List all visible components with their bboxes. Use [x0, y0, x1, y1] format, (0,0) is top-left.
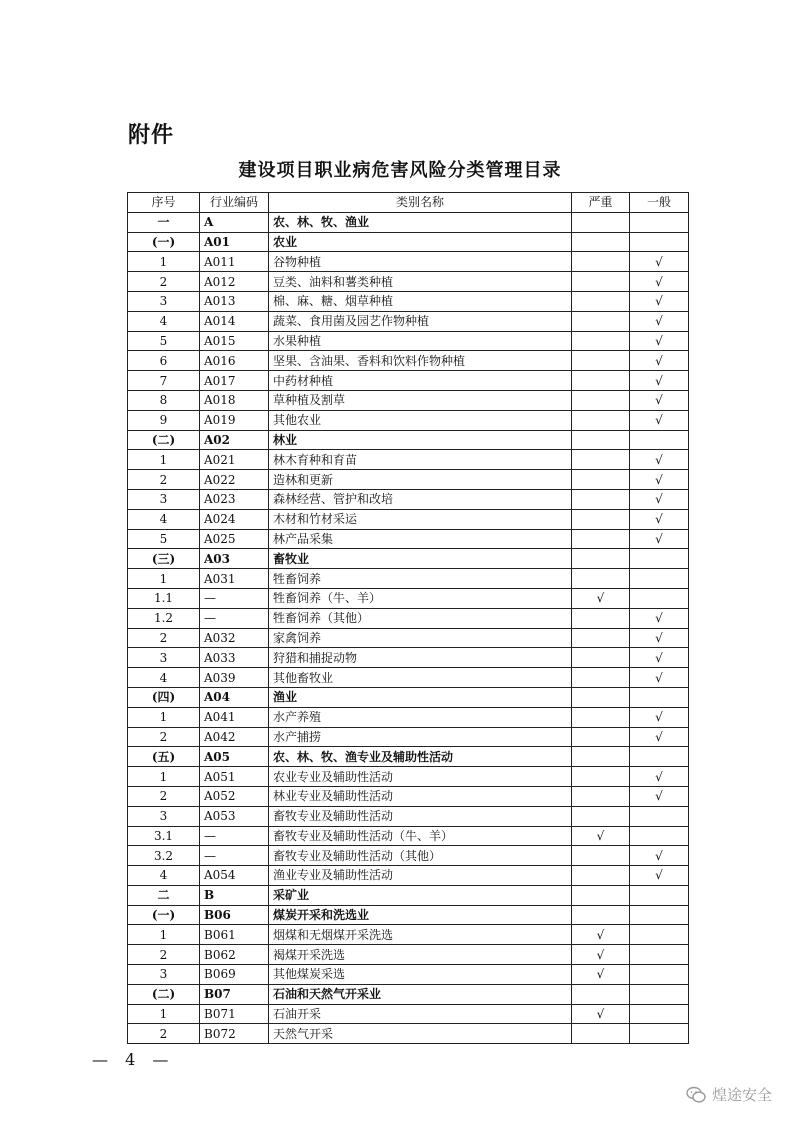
row-category-name: 褐煤开采洗选 [269, 945, 572, 965]
table-row [128, 826, 689, 846]
table-row [128, 786, 689, 806]
table-row [128, 569, 689, 589]
row-severe-mark [572, 786, 630, 806]
row-seq: 2 [128, 628, 200, 648]
row-category-name: 农、林、牧、渔业 [269, 212, 572, 232]
row-general-mark [630, 212, 689, 232]
row-seq: 1.1 [128, 588, 200, 608]
row-severe-mark [572, 984, 630, 1004]
row-category-name: 其他畜牧业 [269, 668, 572, 688]
row-category-name: 水产养殖 [269, 707, 572, 727]
table-row [128, 371, 689, 391]
row-industry-code: A01 [200, 232, 269, 252]
row-category-name: 林业专业及辅助性活动 [269, 786, 572, 806]
row-category-name: 谷物种植 [269, 252, 572, 272]
row-category-name: 林业 [269, 430, 572, 450]
row-seq: 3 [128, 965, 200, 985]
row-industry-code: A013 [200, 291, 269, 311]
row-category-name: 煤炭开采和洗选业 [269, 905, 572, 925]
row-category-name: 中药材种植 [269, 371, 572, 391]
table-row [128, 767, 689, 787]
row-industry-code: A032 [200, 628, 269, 648]
row-severe-mark [572, 529, 630, 549]
row-seq: (一) [128, 905, 200, 925]
row-industry-code: A024 [200, 509, 269, 529]
row-general-mark [630, 1004, 689, 1024]
row-industry-code: B072 [200, 1024, 269, 1044]
row-category-name: 畜牧业 [269, 549, 572, 569]
row-industry-code: A053 [200, 806, 269, 826]
row-severe-mark [572, 608, 630, 628]
table-row [128, 687, 689, 707]
row-severe-mark [572, 1024, 630, 1044]
row-category-name: 豆类、油料和薯类种植 [269, 272, 572, 292]
table-row [128, 866, 689, 886]
row-severe-mark [572, 430, 630, 450]
table-row [128, 549, 689, 569]
row-general-mark: √ [630, 786, 689, 806]
table-row [128, 212, 689, 232]
row-category-name: 其他农业 [269, 410, 572, 430]
row-seq: 5 [128, 331, 200, 351]
row-general-mark [630, 885, 689, 905]
row-seq: 4 [128, 668, 200, 688]
row-industry-code: — [200, 846, 269, 866]
row-seq: 1 [128, 252, 200, 272]
row-general-mark [630, 905, 689, 925]
table-header-row [128, 193, 689, 213]
row-general-mark [630, 569, 689, 589]
row-severe-mark [572, 489, 630, 509]
row-industry-code: A039 [200, 668, 269, 688]
row-industry-code: A011 [200, 252, 269, 272]
row-seq: 3 [128, 648, 200, 668]
row-industry-code: A023 [200, 489, 269, 509]
row-seq: 1 [128, 450, 200, 470]
row-severe-mark [572, 212, 630, 232]
row-general-mark: √ [630, 390, 689, 410]
row-general-mark: √ [630, 648, 689, 668]
row-industry-code: B07 [200, 984, 269, 1004]
row-severe-mark: √ [572, 1004, 630, 1024]
table-row [128, 509, 689, 529]
row-general-mark: √ [630, 351, 689, 371]
row-industry-code: B [200, 885, 269, 905]
row-seq: 4 [128, 311, 200, 331]
row-general-mark: √ [630, 470, 689, 490]
table-body [128, 212, 689, 1043]
row-severe-mark [572, 668, 630, 688]
table-row [128, 311, 689, 331]
row-seq: 3 [128, 489, 200, 509]
row-general-mark: √ [630, 846, 689, 866]
row-general-mark [630, 687, 689, 707]
table-row [128, 925, 689, 945]
row-general-mark [630, 945, 689, 965]
row-severe-mark [572, 232, 630, 252]
row-industry-code: A017 [200, 371, 269, 391]
row-general-mark: √ [630, 410, 689, 430]
wechat-icon [686, 1086, 706, 1104]
row-seq: 1 [128, 707, 200, 727]
row-category-name: 天然气开采 [269, 1024, 572, 1044]
row-industry-code: A018 [200, 390, 269, 410]
watermark [686, 1084, 772, 1105]
table-row [128, 668, 689, 688]
risk-classification-table [127, 192, 689, 1044]
row-seq: 2 [128, 470, 200, 490]
row-seq: 2 [128, 786, 200, 806]
row-industry-code: B061 [200, 925, 269, 945]
row-industry-code: A019 [200, 410, 269, 430]
row-severe-mark [572, 272, 630, 292]
table-row [128, 430, 689, 450]
row-category-name: 石油和天然气开采业 [269, 984, 572, 1004]
row-seq: (三) [128, 549, 200, 569]
table-row [128, 648, 689, 668]
row-general-mark: √ [630, 608, 689, 628]
row-seq: 7 [128, 371, 200, 391]
row-seq: 4 [128, 509, 200, 529]
table-row [128, 905, 689, 925]
row-general-mark [630, 430, 689, 450]
page-number: — 4 — [92, 1050, 175, 1069]
row-seq: 2 [128, 727, 200, 747]
row-severe-mark [572, 687, 630, 707]
row-severe-mark [572, 846, 630, 866]
header-general: 一般 [630, 193, 689, 213]
table-row [128, 351, 689, 371]
row-category-name: 坚果、含油果、香料和饮料作物种植 [269, 351, 572, 371]
row-general-mark [630, 925, 689, 945]
row-seq: 2 [128, 272, 200, 292]
table-row [128, 984, 689, 1004]
header-category-name: 类别名称 [269, 193, 572, 213]
row-seq: 2 [128, 1024, 200, 1044]
row-general-mark [630, 826, 689, 846]
row-severe-mark: √ [572, 588, 630, 608]
row-industry-code: — [200, 608, 269, 628]
row-severe-mark [572, 866, 630, 886]
row-category-name: 渔业 [269, 687, 572, 707]
row-category-name: 水果种植 [269, 331, 572, 351]
row-category-name: 造林和更新 [269, 470, 572, 490]
row-general-mark: √ [630, 628, 689, 648]
row-industry-code: A054 [200, 866, 269, 886]
row-industry-code: B069 [200, 965, 269, 985]
row-category-name: 农业 [269, 232, 572, 252]
row-industry-code: A05 [200, 747, 269, 767]
row-industry-code: A02 [200, 430, 269, 450]
row-seq: 4 [128, 866, 200, 886]
row-severe-mark [572, 905, 630, 925]
row-category-name: 畜牧专业及辅助性活动（牛、羊） [269, 826, 572, 846]
row-severe-mark [572, 628, 630, 648]
row-industry-code: — [200, 826, 269, 846]
table-row [128, 331, 689, 351]
row-severe-mark [572, 252, 630, 272]
row-industry-code: A03 [200, 549, 269, 569]
row-seq: 3 [128, 291, 200, 311]
table-row [128, 1004, 689, 1024]
row-category-name: 牲畜饲养 [269, 569, 572, 589]
row-general-mark: √ [630, 311, 689, 331]
row-category-name: 林产品采集 [269, 529, 572, 549]
row-industry-code: A021 [200, 450, 269, 470]
row-severe-mark [572, 311, 630, 331]
row-industry-code: A052 [200, 786, 269, 806]
row-seq: 二 [128, 885, 200, 905]
row-seq: (二) [128, 984, 200, 1004]
row-general-mark: √ [630, 767, 689, 787]
row-general-mark [630, 747, 689, 767]
row-severe-mark [572, 747, 630, 767]
table-row [128, 846, 689, 866]
row-seq: (二) [128, 430, 200, 450]
row-category-name: 蔬菜、食用菌及园艺作物种植 [269, 311, 572, 331]
row-category-name: 烟煤和无烟煤开采洗选 [269, 925, 572, 945]
row-general-mark: √ [630, 707, 689, 727]
row-category-name: 采矿业 [269, 885, 572, 905]
table-row [128, 272, 689, 292]
row-severe-mark [572, 707, 630, 727]
row-industry-code: A012 [200, 272, 269, 292]
row-severe-mark [572, 410, 630, 430]
row-industry-code: — [200, 588, 269, 608]
row-seq: 2 [128, 945, 200, 965]
row-industry-code: A015 [200, 331, 269, 351]
row-severe-mark [572, 470, 630, 490]
row-severe-mark [572, 291, 630, 311]
row-seq: 5 [128, 529, 200, 549]
row-seq: 1 [128, 925, 200, 945]
row-seq: 9 [128, 410, 200, 430]
table-row [128, 410, 689, 430]
row-category-name: 棉、麻、糖、烟草种植 [269, 291, 572, 311]
row-general-mark [630, 984, 689, 1004]
row-category-name: 畜牧专业及辅助性活动（其他） [269, 846, 572, 866]
row-category-name: 林木育种和育苗 [269, 450, 572, 470]
watermark-text: 煌途安全 [711, 1086, 772, 1104]
row-seq: 8 [128, 390, 200, 410]
row-general-mark: √ [630, 291, 689, 311]
row-industry-code: A042 [200, 727, 269, 747]
row-industry-code: A041 [200, 707, 269, 727]
row-severe-mark [572, 767, 630, 787]
row-category-name: 农、林、牧、渔专业及辅助性活动 [269, 747, 572, 767]
row-seq: 1 [128, 767, 200, 787]
table-row [128, 291, 689, 311]
table-row [128, 628, 689, 648]
table-row [128, 450, 689, 470]
row-category-name: 农业专业及辅助性活动 [269, 767, 572, 787]
row-industry-code: A051 [200, 767, 269, 787]
row-seq: 3.1 [128, 826, 200, 846]
table-row [128, 806, 689, 826]
table-row [128, 965, 689, 985]
row-severe-mark [572, 648, 630, 668]
row-general-mark: √ [630, 252, 689, 272]
table-row [128, 707, 689, 727]
row-general-mark: √ [630, 509, 689, 529]
row-category-name: 牲畜饲养（牛、羊） [269, 588, 572, 608]
document-title: 建设项目职业病危害风险分类管理目录 [238, 160, 562, 181]
table-row [128, 608, 689, 628]
row-severe-mark [572, 331, 630, 351]
row-general-mark [630, 806, 689, 826]
header-seq: 序号 [128, 193, 200, 213]
row-general-mark: √ [630, 331, 689, 351]
row-severe-mark [572, 885, 630, 905]
row-seq: 一 [128, 212, 200, 232]
row-category-name: 森林经营、管护和改培 [269, 489, 572, 509]
row-general-mark [630, 1024, 689, 1044]
row-severe-mark [572, 371, 630, 391]
row-category-name: 木材和竹材采运 [269, 509, 572, 529]
row-severe-mark: √ [572, 965, 630, 985]
row-industry-code: B06 [200, 905, 269, 925]
table-row [128, 252, 689, 272]
row-industry-code: A014 [200, 311, 269, 331]
row-category-name: 其他煤炭采选 [269, 965, 572, 985]
table-row [128, 747, 689, 767]
row-industry-code: A022 [200, 470, 269, 490]
row-general-mark [630, 965, 689, 985]
table-row [128, 1024, 689, 1044]
row-severe-mark: √ [572, 826, 630, 846]
row-seq: 3 [128, 806, 200, 826]
row-industry-code: A016 [200, 351, 269, 371]
row-industry-code: A025 [200, 529, 269, 549]
row-seq: 1 [128, 569, 200, 589]
row-general-mark [630, 588, 689, 608]
row-severe-mark [572, 806, 630, 826]
row-category-name: 家禽饲养 [269, 628, 572, 648]
row-general-mark: √ [630, 727, 689, 747]
row-general-mark: √ [630, 866, 689, 886]
row-severe-mark [572, 351, 630, 371]
row-seq: 6 [128, 351, 200, 371]
table-row [128, 529, 689, 549]
row-industry-code: A031 [200, 569, 269, 589]
row-general-mark: √ [630, 450, 689, 470]
row-category-name: 畜牧专业及辅助性活动 [269, 806, 572, 826]
row-category-name: 水产捕捞 [269, 727, 572, 747]
row-severe-mark: √ [572, 925, 630, 945]
row-general-mark: √ [630, 529, 689, 549]
table-row [128, 470, 689, 490]
table-row [128, 390, 689, 410]
row-general-mark: √ [630, 668, 689, 688]
row-seq: (一) [128, 232, 200, 252]
row-severe-mark [572, 450, 630, 470]
table-row [128, 945, 689, 965]
row-industry-code: A033 [200, 648, 269, 668]
row-seq: (四) [128, 687, 200, 707]
row-industry-code: A [200, 212, 269, 232]
attachment-label: 附件 [128, 123, 175, 148]
table-row [128, 588, 689, 608]
table-row [128, 232, 689, 252]
row-severe-mark [572, 569, 630, 589]
row-category-name: 渔业专业及辅助性活动 [269, 866, 572, 886]
header-severe: 严重 [572, 193, 630, 213]
row-industry-code: B071 [200, 1004, 269, 1024]
table-row [128, 727, 689, 747]
row-severe-mark [572, 390, 630, 410]
row-severe-mark [572, 727, 630, 747]
row-severe-mark: √ [572, 945, 630, 965]
header-industry-code: 行业编码 [200, 193, 269, 213]
row-seq: 3.2 [128, 846, 200, 866]
row-seq: 1.2 [128, 608, 200, 628]
row-general-mark [630, 232, 689, 252]
table-row [128, 885, 689, 905]
row-category-name: 狩猎和捕捉动物 [269, 648, 572, 668]
row-industry-code: A04 [200, 687, 269, 707]
row-general-mark: √ [630, 371, 689, 391]
table-row [128, 489, 689, 509]
row-severe-mark [572, 549, 630, 569]
row-seq: (五) [128, 747, 200, 767]
row-seq: 1 [128, 1004, 200, 1024]
row-general-mark: √ [630, 272, 689, 292]
row-general-mark: √ [630, 489, 689, 509]
row-category-name: 牲畜饲养（其他） [269, 608, 572, 628]
row-general-mark [630, 549, 689, 569]
row-category-name: 草种植及割草 [269, 390, 572, 410]
row-industry-code: B062 [200, 945, 269, 965]
row-severe-mark [572, 509, 630, 529]
row-category-name: 石油开采 [269, 1004, 572, 1024]
